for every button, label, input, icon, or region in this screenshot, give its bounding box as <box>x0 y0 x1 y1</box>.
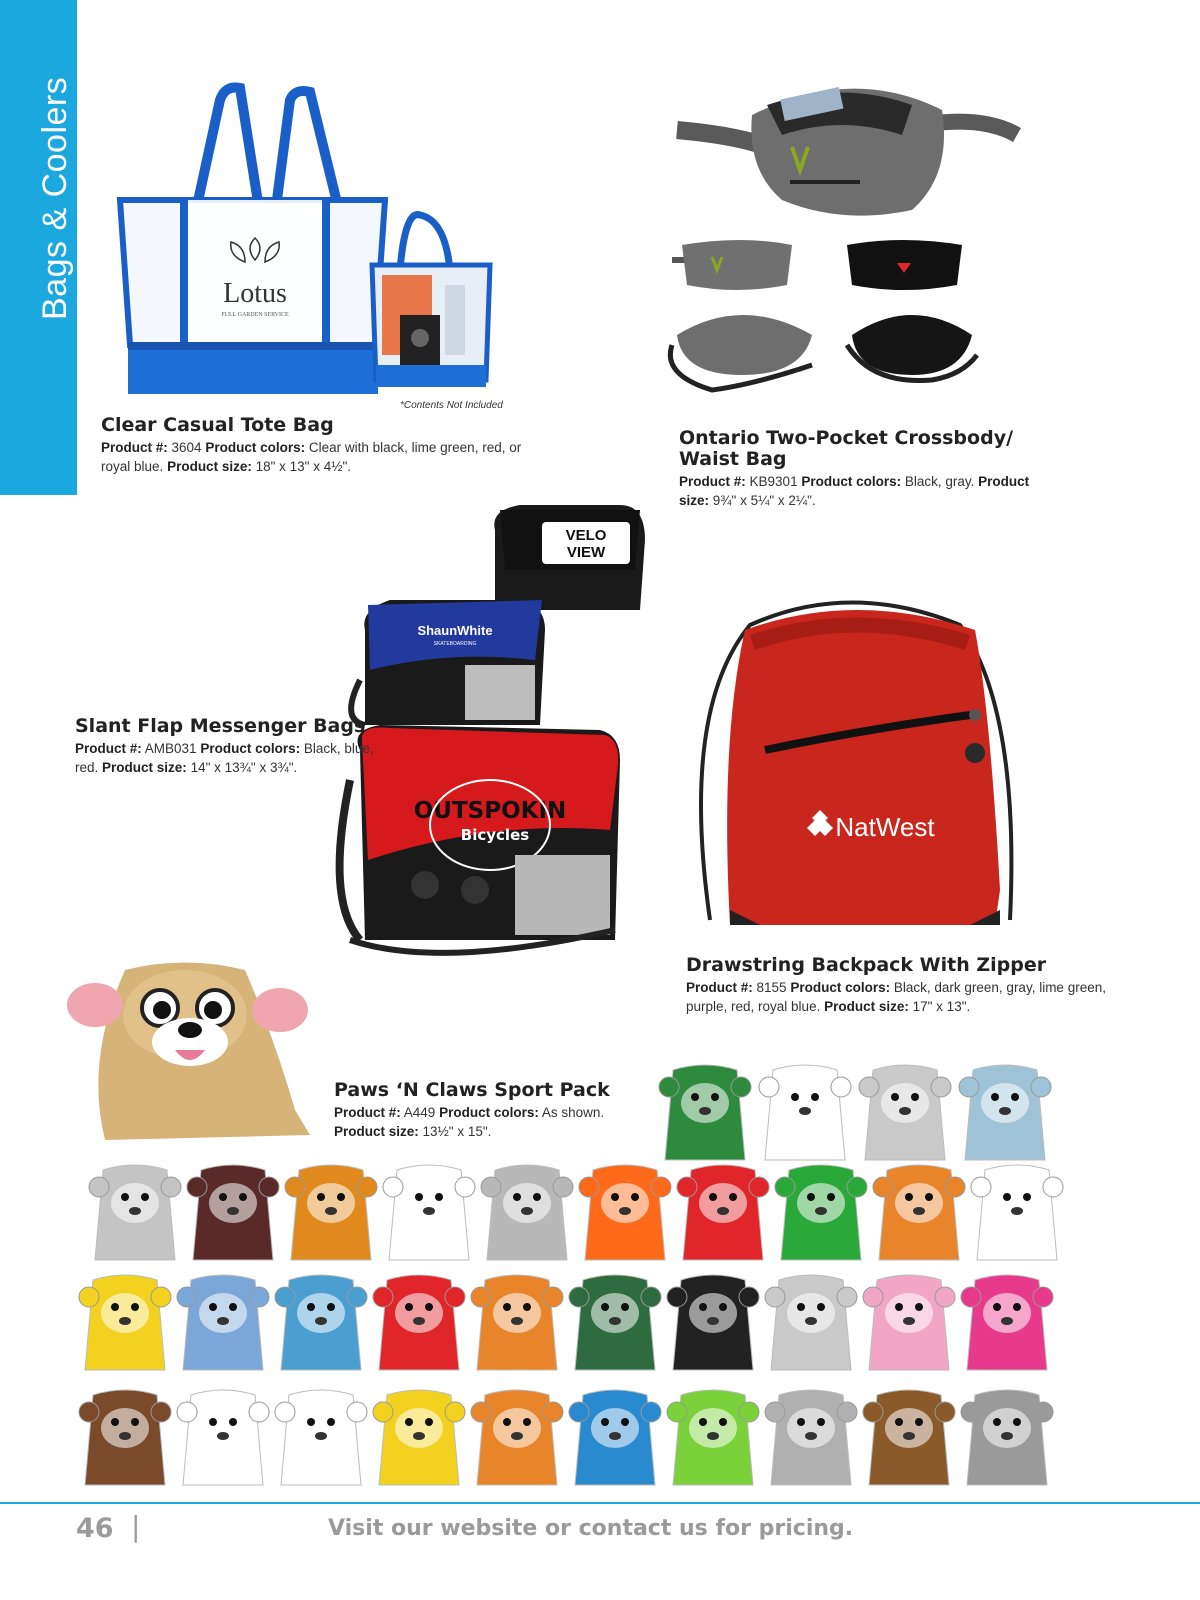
animal-pack <box>79 1390 171 1485</box>
animal-pack <box>971 1165 1063 1260</box>
product-description: Product #: 3604 Product colors: Clear with black, lime green, red, or royal blue. Product size: 18" x 13" x 4½". <box>101 440 522 474</box>
product-title: Paws ‘N Claws Sport Pack <box>334 1079 610 1101</box>
product-description: Product #: 8155 Product colors: Black, dark green, gray, lime green, purple, red, royal blue. Product size: 17" x 13". <box>686 980 1106 1014</box>
animal-pack <box>677 1165 769 1260</box>
animal-pack <box>859 1065 951 1160</box>
tote-brand-sub: FULL GARDEN SERVICE <box>221 312 289 318</box>
red-bag-brand-1: OUTSPOKIN <box>413 798 567 824</box>
animal-pack <box>759 1065 851 1160</box>
animal-pack <box>471 1275 563 1370</box>
blue-bag-brand-2: SKATEBOARDING <box>433 641 477 647</box>
animal-pack <box>873 1165 965 1260</box>
blue-bag-brand-1: ShaunWhite <box>417 623 493 638</box>
animal-pack <box>765 1275 857 1370</box>
animal-pack <box>959 1065 1051 1160</box>
animal-pack <box>863 1390 955 1485</box>
animal-pack <box>775 1165 867 1260</box>
animal-pack <box>275 1390 367 1485</box>
animal-pack <box>177 1390 269 1485</box>
footer-pricing-text: Visit our website or contact us for pricing. <box>328 1516 854 1541</box>
animal-pack <box>569 1275 661 1370</box>
page-separator: | <box>131 1510 141 1543</box>
product-title: Slant Flap Messenger Bags <box>75 715 366 737</box>
contents-note: *Contents Not Included <box>400 400 503 411</box>
animal-pack <box>275 1275 367 1370</box>
product-title: Drawstring Backpack With Zipper <box>686 954 1047 976</box>
page-number: 46 <box>76 1513 114 1544</box>
animal-pack <box>765 1390 857 1485</box>
animal-pack <box>177 1275 269 1370</box>
product-title-line2: Waist Bag <box>679 448 787 470</box>
footer-rule <box>0 1502 1200 1504</box>
animal-pack <box>89 1165 181 1260</box>
drawstring-brand-text: NatWest <box>835 812 935 842</box>
animal-pack <box>471 1390 563 1485</box>
black-bag-brand-1: VELO <box>565 527 607 544</box>
animal-pack <box>569 1390 661 1485</box>
animal-pack <box>863 1275 955 1370</box>
animal-pack <box>383 1165 475 1260</box>
section-tab-label: Bags & Coolers <box>36 76 74 320</box>
animal-pack <box>961 1275 1053 1370</box>
animal-pack <box>373 1390 465 1485</box>
tote-brand-text: Lotus <box>223 278 287 309</box>
animal-pack <box>285 1165 377 1260</box>
animal-pack <box>187 1165 279 1260</box>
animal-pack <box>659 1065 751 1160</box>
red-bag-brand-2: Bicycles <box>460 826 530 844</box>
animal-pack <box>961 1390 1053 1485</box>
animal-pack <box>79 1275 171 1370</box>
product-title: Clear Casual Tote Bag <box>101 414 334 436</box>
animal-pack <box>667 1275 759 1370</box>
animal-pack <box>579 1165 671 1260</box>
product-description: Product #: KB9301 Product colors: Black, gray. Product size: 9¾" x 5¼" x 2¼". <box>679 474 1030 508</box>
product-title-line1: Ontario Two-Pocket Crossbody/ <box>679 427 1014 449</box>
product-description: Product #: AMB031 Product colors: Black, blue, red. Product size: 14" x 13¾" x 3¾". <box>75 741 374 775</box>
animal-pack <box>667 1390 759 1485</box>
product-description: Product #: A449 Product colors: As shown. Product size: 13½" x 15". <box>334 1105 605 1139</box>
animal-pack <box>481 1165 573 1260</box>
animal-pack <box>373 1275 465 1370</box>
black-bag-brand-2: VIEW <box>566 544 606 561</box>
